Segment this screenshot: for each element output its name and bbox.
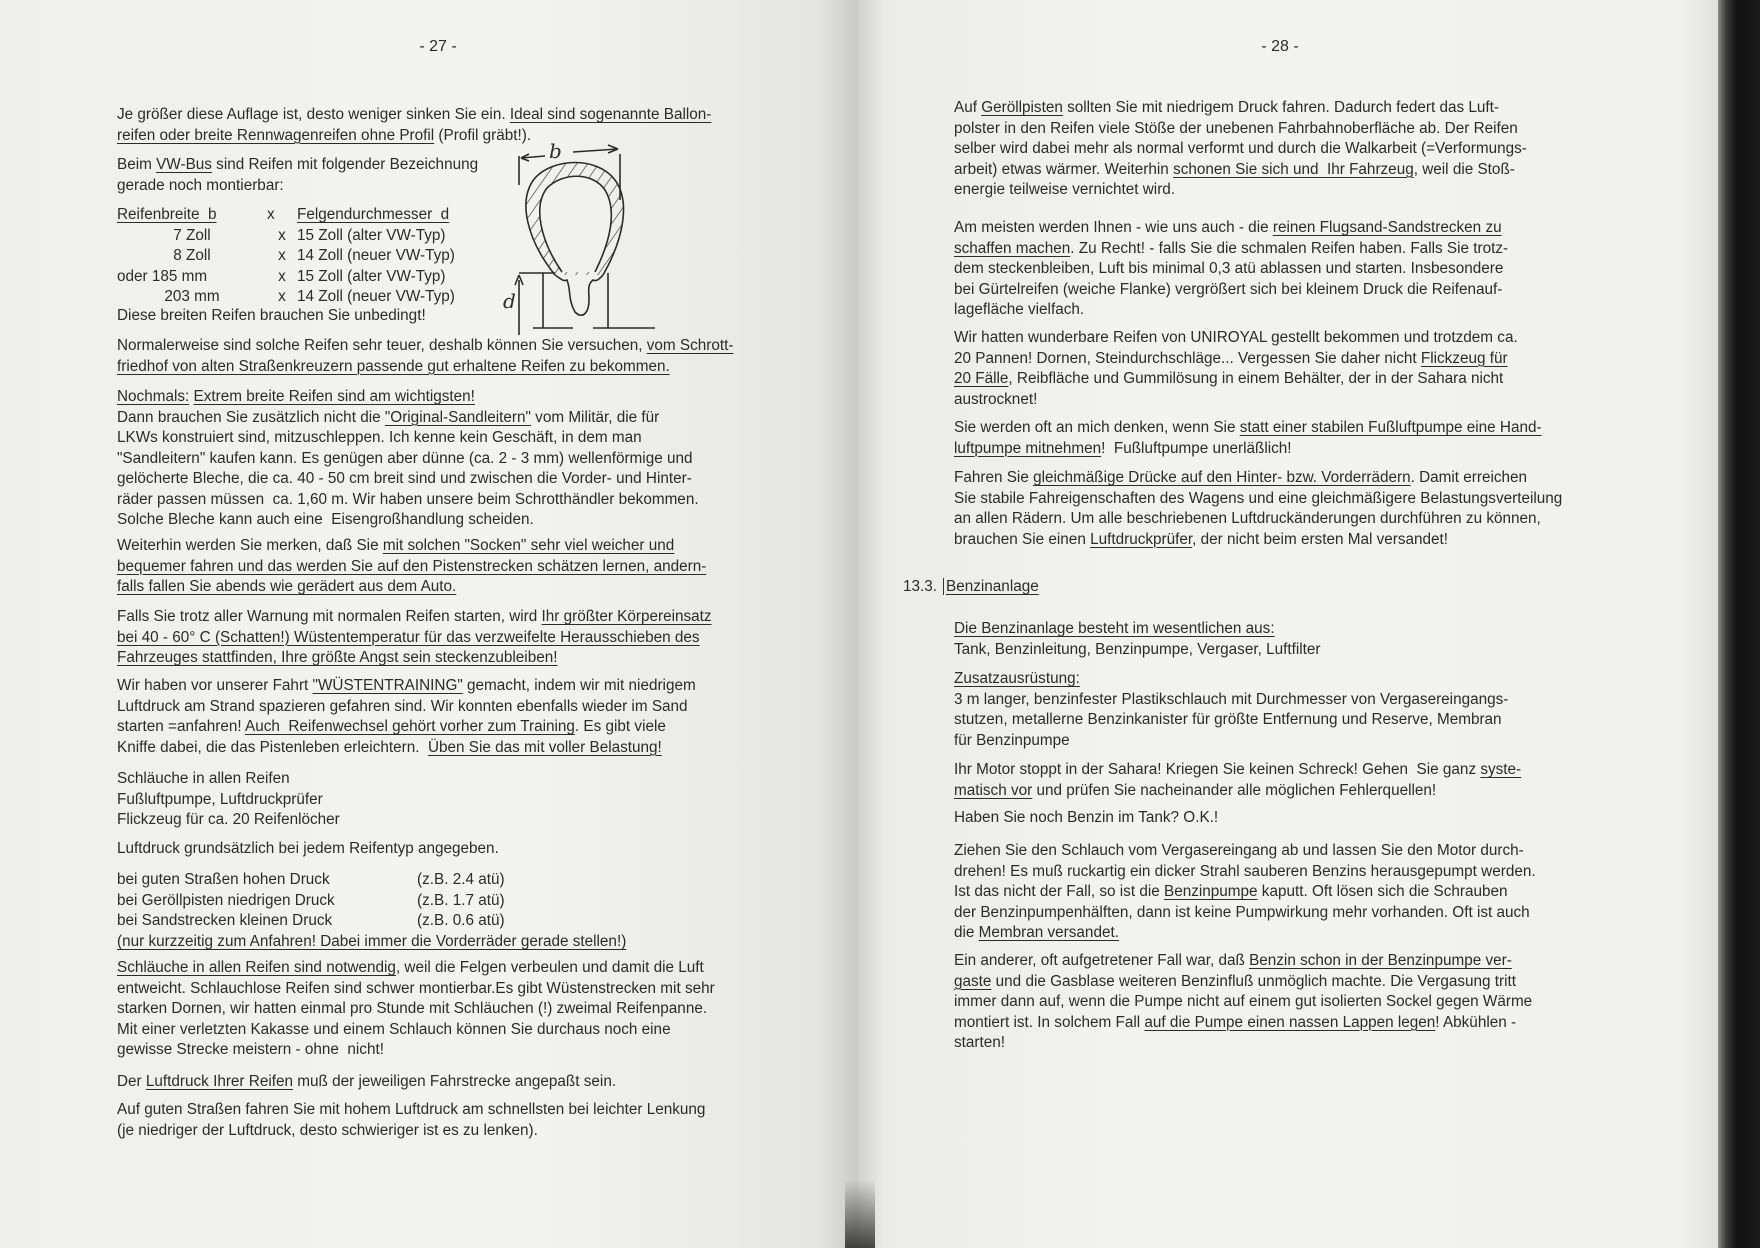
underlined-text: statt einer stabilen Fußluftpumpe eine Hand- xyxy=(1239,419,1542,436)
text-span: Je größer diese Auflage ist, desto weniger sinken Sie ein. xyxy=(117,106,510,123)
text-span: (Profil gräbt!). xyxy=(434,126,532,144)
underlined-text: reifen oder breite Rennwagenreifen ohne Profil xyxy=(117,126,435,144)
text-line xyxy=(117,510,699,531)
figure-label-diameter: d xyxy=(503,289,516,313)
text-line xyxy=(117,557,706,578)
text-span: die xyxy=(954,924,979,941)
table-cell: bei guten Straßen hohen Druck xyxy=(117,871,330,888)
text-span: , weil die Stoß- xyxy=(1413,160,1515,178)
text-span: Weiterhin werden Sie merken, daß Sie xyxy=(117,537,383,554)
table-cell: x xyxy=(278,267,286,285)
text-line xyxy=(954,710,1508,731)
text-line xyxy=(117,697,696,718)
text-line xyxy=(954,862,1536,883)
paragraph xyxy=(117,839,499,860)
text-line xyxy=(117,979,715,1000)
text-span: räder passen müssen ca. 1,60 m. Wir haben unsere beim Schrotthändler bekommen. xyxy=(117,490,699,508)
text-span: immer dann auf, wenn die Pumpe nicht auf einem gut isolierten Sockel gegen Wärme xyxy=(954,993,1533,1010)
text-span: , Reibfläche und Gummilösung in einem Behälter, der in der Sahara nicht xyxy=(1008,370,1504,387)
text-span: und prüfen Sie nacheinander alle möglichen Fehlerquellen! xyxy=(1032,781,1437,799)
text-line xyxy=(117,999,715,1020)
text-line xyxy=(954,619,1321,640)
text-line xyxy=(954,1013,1532,1034)
table-row xyxy=(117,267,517,288)
text-line xyxy=(117,1020,715,1041)
text-span: energie teilweise vernichtet wird. xyxy=(954,181,1176,198)
underlined-text: Ihr größter Körpereinsatz xyxy=(541,608,712,625)
text-line xyxy=(954,180,1527,201)
underlined-text: schonen Sie sich und Ihr Fahrzeug xyxy=(1173,160,1414,178)
text-line xyxy=(954,530,1562,551)
paragraph xyxy=(117,1100,705,1141)
data-table xyxy=(117,205,517,308)
table-row xyxy=(117,891,577,912)
text-span: Haben Sie noch Benzin im Tank? O.K.! xyxy=(954,809,1219,826)
text-line xyxy=(954,239,1508,260)
text-span: , der nicht beim ersten Mal versandet! xyxy=(1192,530,1449,548)
text-line xyxy=(117,1100,705,1121)
text-line xyxy=(117,1040,715,1061)
text-span: Flickzeug für ca. 20 Reifenlöcher xyxy=(117,811,340,828)
text-line xyxy=(954,992,1532,1013)
paragraph xyxy=(117,607,712,669)
underlined-text: Membran versandet. xyxy=(978,924,1119,941)
text-line xyxy=(954,119,1527,140)
text-span: drehen! Es muß ruckartig ein dicker Strahl sauberen Benzins herausgepumpt werden. xyxy=(954,862,1536,880)
table-row xyxy=(117,911,577,932)
text-line xyxy=(117,387,699,408)
text-line xyxy=(117,155,478,176)
text-span: Sie stabile Fahreigenschaften des Wagens und eine gleichmäßigere Belastungsverteilung xyxy=(954,489,1563,507)
text-line xyxy=(117,577,706,598)
text-span: Auf xyxy=(954,99,982,116)
paragraph xyxy=(117,769,340,831)
underlined-text: Schläuche in allen Reifen sind notwendig xyxy=(117,959,396,976)
text-span: Auf guten Straßen fahren Sie mit hohem Luftdruck am schnellsten bei leichter Lenkung xyxy=(117,1101,706,1118)
text-line xyxy=(117,932,626,953)
text-span: . Es gibt viele xyxy=(574,718,666,735)
paragraph xyxy=(117,536,706,598)
underlined-text: gaste xyxy=(954,972,992,990)
text-span: Ein anderer, oft aufgetretener Fall war, daß xyxy=(954,952,1250,969)
underlined-text: falls fallen Sie abends wie gerädert aus dem Auto. xyxy=(117,578,457,595)
text-line xyxy=(954,218,1508,239)
underlined-text: bei 40 - 60° C (Schatten!) Wüstentemperatur für das verzweifelte Herausschieben des xyxy=(117,628,700,646)
text-line xyxy=(954,781,1521,802)
underlined-text: luftpumpe mitnehmen xyxy=(954,439,1102,457)
book-edge xyxy=(1718,0,1760,1248)
text-span: lagefläche vielfach. xyxy=(954,301,1085,318)
paragraph xyxy=(954,760,1521,801)
underlined-text: Benzin schon in der Benzinpumpe ver- xyxy=(1249,952,1512,969)
figure-label-width: b xyxy=(549,139,562,163)
paragraph xyxy=(954,98,1527,201)
text-line xyxy=(117,449,699,470)
table-cell: oder 185 mm xyxy=(117,267,208,285)
text-line xyxy=(954,390,1518,411)
underlined-text: Nochmals: xyxy=(117,388,190,405)
text-span: stutzen, metallerne Benzinkanister für größte Entfernung und Reserve, Membran xyxy=(954,711,1502,728)
table-header-row xyxy=(117,205,517,226)
text-span: , weil die Felgen verbeulen und damit die Luft xyxy=(395,959,704,976)
underlined-text: VW-Bus xyxy=(156,156,212,173)
data-table xyxy=(117,870,577,932)
underlined-text: Luftdruck Ihrer Reifen xyxy=(145,1073,293,1090)
text-line xyxy=(954,300,1508,321)
paragraph xyxy=(117,336,733,377)
section-heading xyxy=(903,577,1039,598)
text-span: bei Gürtelreifen (weiche Flanke) vergrößert sich bei kleinem Druck die Reifenauf- xyxy=(954,280,1503,298)
table-cell: (z.B. 0.6 atü) xyxy=(417,912,505,929)
paragraph xyxy=(954,328,1518,410)
text-span: arbeit) etwas wärmer. Weiterhin xyxy=(954,160,1174,178)
table-block xyxy=(117,205,517,308)
text-span: ! Abkühlen - xyxy=(1435,1013,1517,1031)
text-span: Luftdruck am Strand spazieren gefahren sind. Wir konnten ebenfalls wieder im Sand xyxy=(117,697,688,715)
text-span: Solche Bleche kann auch eine Eisengroßhandlung scheiden. xyxy=(117,511,534,528)
underlined-text: vom Schrott- xyxy=(646,337,734,354)
text-span: für Benzinpumpe xyxy=(954,731,1070,749)
text-line xyxy=(117,357,733,378)
text-span: Ist das nicht der Fall, so ist die xyxy=(954,883,1164,900)
underlined-text: (nur kurzzeitig zum Anfahren! Dabei immer die Vorderräder gerade stellen!) xyxy=(117,933,627,950)
text-line xyxy=(954,1033,1532,1054)
text-span: Tank, Benzinleitung, Benzinpumpe, Vergaser, Luftfilter xyxy=(954,640,1321,658)
text-span: Kniffe dabei, die das Pistenleben erleichtern. xyxy=(117,738,428,756)
text-span: Am meisten werden Ihnen - wie uns auch - die xyxy=(954,219,1273,236)
text-line xyxy=(954,160,1527,181)
text-span: Ziehen Sie den Schlauch vom Vergasereingang ab und lassen Sie den Motor durch- xyxy=(954,842,1524,859)
table-cell: (z.B. 2.4 atü) xyxy=(417,871,505,888)
section-number: 13.3. xyxy=(903,578,938,595)
text-line xyxy=(954,349,1518,370)
underlined-text: 20 Fälle xyxy=(954,370,1009,387)
text-line xyxy=(117,469,699,490)
table-block xyxy=(117,870,577,932)
text-span: Der xyxy=(117,1073,146,1090)
underlined-text: Geröllpisten xyxy=(981,99,1063,116)
underlined-text: syste- xyxy=(1480,761,1522,778)
text-span: starten =anfahren! xyxy=(117,718,245,735)
text-line xyxy=(954,640,1321,661)
page-number: - 28 - xyxy=(1261,38,1299,55)
table-row xyxy=(117,246,517,267)
table-row xyxy=(117,870,577,891)
text-span: Diese breiten Reifen brauchen Sie unbedingt! xyxy=(117,307,426,324)
underlined-text: Fahrzeuges stattfinden, Ihre größte Angst sein steckenzubleiben! xyxy=(117,649,558,666)
underlined-text: friedhof von alten Straßenkreuzern passende gut erhaltene Reifen zu bekommen. xyxy=(117,357,670,375)
text-span: selber wird dabei mehr als normal verformt und durch die Walkarbeit (=Verformungs- xyxy=(954,140,1527,157)
text-line xyxy=(117,428,699,449)
tire-cross-section-figure xyxy=(505,140,690,335)
table-cell: 15 Zoll (alter VW-Typ) xyxy=(297,267,446,285)
table-cell: (z.B. 1.7 atü) xyxy=(417,891,505,909)
text-line xyxy=(954,489,1562,510)
text-span: sollten Sie mit niedrigem Druck fahren. Dadurch federt das Luft- xyxy=(1062,99,1500,116)
text-line xyxy=(117,336,733,357)
text-span: 20 Pannen! Dornen, Steindurchschläge... Vergessen Sie daher nicht xyxy=(954,349,1421,367)
text-line xyxy=(954,731,1508,752)
underlined-text: matisch vor xyxy=(954,781,1033,799)
text-line xyxy=(954,280,1508,301)
text-span: entweicht. Schlauchlose Reifen sind schwer montierbar.Es gibt Wüstenstrecken mit sehr xyxy=(117,979,715,997)
text-span: Wir hatten wunderbare Reifen von UNIROYAL gestellt bekommen und trotzdem ca. xyxy=(954,329,1518,346)
text-line xyxy=(954,259,1508,280)
paragraph xyxy=(954,808,1218,829)
text-span: Wir haben vor unserer Fahrt xyxy=(117,677,313,694)
text-line xyxy=(117,408,699,429)
text-line xyxy=(954,468,1562,489)
underlined-text: "Original-Sandleitern" xyxy=(384,408,531,426)
text-line xyxy=(117,790,340,811)
table-cell: 15 Zoll (alter VW-Typ) xyxy=(297,226,446,244)
text-line xyxy=(117,176,478,197)
text-line xyxy=(117,105,711,126)
paragraph xyxy=(117,676,696,758)
text-span: Mit einer verletzten Kakasse und einem Schlauch können Sie durchaus noch eine xyxy=(117,1020,671,1038)
text-line xyxy=(954,139,1527,160)
text-line xyxy=(117,607,712,628)
text-line xyxy=(954,923,1536,944)
paragraph xyxy=(954,951,1532,1054)
text-line xyxy=(117,490,699,511)
text-span: kaputt. Oft lösen sich die Schrauben xyxy=(1257,883,1508,900)
text-line xyxy=(117,648,712,669)
paragraph xyxy=(117,958,715,1061)
text-span: Dann brauchen Sie zusätzlich nicht die xyxy=(117,408,385,426)
table-cell: 7 Zoll xyxy=(173,226,211,244)
text-line xyxy=(954,98,1527,119)
paragraph xyxy=(117,155,478,196)
text-span: an allen Rädern. Um alle beschriebenen Luftdruckänderungen durchführen zu können, xyxy=(954,510,1541,527)
text-line xyxy=(117,839,499,860)
text-span: polster in den Reifen viele Stöße der unebenen Fahrbahnoberfläche ab. Der Reifen xyxy=(954,119,1518,137)
gutter-shadow xyxy=(845,1180,875,1248)
text-line xyxy=(954,841,1536,862)
text-line xyxy=(954,903,1536,924)
text-line xyxy=(954,669,1508,690)
table-header-cell: Felgendurchmesser d xyxy=(297,206,450,223)
text-line xyxy=(954,328,1518,349)
paragraph xyxy=(117,932,626,953)
text-line xyxy=(954,369,1518,390)
table-cell: x xyxy=(278,288,286,305)
table-row xyxy=(117,287,517,308)
underlined-text: Üben Sie das mit voller Belastung! xyxy=(427,738,662,756)
text-span: Beim xyxy=(117,156,157,173)
paragraph xyxy=(954,669,1508,751)
underlined-text: Extrem breite Reifen sind am wichtigsten! xyxy=(193,388,475,405)
page-27 xyxy=(0,0,858,1248)
text-span: austrocknet! xyxy=(954,390,1038,408)
underlined-text: reinen Flugsand-Sandstrecken zu xyxy=(1272,219,1502,236)
text-line xyxy=(954,439,1542,460)
table-cell: bei Sandstrecken kleinen Druck xyxy=(117,912,333,929)
table-cell: 14 Zoll (neuer VW-Typ) xyxy=(297,288,455,305)
text-span: starken Dornen, wir hatten einmal pro Stunde mit Schläuchen (!) zweimal Reifenpanne. xyxy=(117,1000,708,1017)
text-span: . Zu Recht! - falls Sie die schmalen Reifen haben. Falls Sie trotz- xyxy=(1070,239,1509,257)
text-line xyxy=(117,628,712,649)
text-line xyxy=(117,1072,616,1093)
text-span: dem steckenbleiben, Luft bis minimal 0,3 atü ablassen und starten. Insbesondere xyxy=(954,260,1504,277)
text-line xyxy=(117,717,696,738)
text-span: Sie werden oft an mich denken, wenn Sie xyxy=(954,419,1240,436)
underlined-text: Auch Reifenwechsel gehört vorher zum Training xyxy=(245,718,575,735)
paragraph xyxy=(117,387,699,531)
underlined-text: Luftdruckprüfer xyxy=(1090,530,1193,548)
underlined-text: bequemer fahren und das werden Sie auf den Pistenstrecken schätzen lernen, andern- xyxy=(117,557,707,575)
text-span: Falls Sie trotz aller Warnung mit normalen Reifen starten, wird xyxy=(117,608,542,625)
table-cell: bei Geröllpisten niedrigen Druck xyxy=(117,891,335,909)
text-span: LKWs konstruiert sind, mitzuschleppen. Ich kenne kein Geschäft, in dem man xyxy=(117,429,642,446)
text-line xyxy=(117,738,696,759)
text-span: gewisse Strecke meistern - ohne nicht! xyxy=(117,1041,384,1058)
underlined-text: auf die Pumpe einen nassen Lappen legen xyxy=(1144,1013,1436,1031)
text-line xyxy=(117,769,340,790)
text-line xyxy=(954,972,1532,993)
paragraph xyxy=(954,619,1321,660)
text-span: und die Gasblase weiteren Benzinfluß unmöglich machte. Die Vergasung tritt xyxy=(991,972,1517,990)
text-span: der Benzinpumpenhälften, dann ist keine Pumpwirkung mehr vorhanden. Oft ist auch xyxy=(954,903,1530,921)
text-line xyxy=(117,958,715,979)
text-line xyxy=(954,951,1532,972)
text-span: Schläuche in allen Reifen xyxy=(117,770,290,787)
paragraph xyxy=(954,418,1542,459)
table-row xyxy=(117,226,517,247)
underlined-text: gleichmäßige Drücke auf den Hinter- bzw. Vorderrädern xyxy=(1033,469,1411,486)
text-span: gemacht, indem wir mit niedrigem xyxy=(462,677,696,694)
text-span: "Sandleitern" kaufen kann. Es genügen aber dünne (ca. 2 - 3 mm) wellenförmige und xyxy=(117,449,693,467)
underlined-text: "WÜSTENTRAINING" xyxy=(312,677,463,694)
paragraph xyxy=(954,468,1562,550)
text-span: Ihr Motor stoppt in der Sahara! Kriegen Sie keinen Schreck! Gehen Sie ganz xyxy=(954,761,1481,778)
text-line xyxy=(954,418,1542,439)
table-header-cell: Reifenbreite b xyxy=(117,206,217,223)
table-cell: 203 mm xyxy=(164,288,220,305)
text-line xyxy=(954,509,1562,530)
page-number: - 27 - xyxy=(419,38,457,55)
text-span: Fahren Sie xyxy=(954,469,1034,486)
text-line xyxy=(954,882,1536,903)
page-28 xyxy=(858,0,1720,1248)
text-span: Normalerweise sind solche Reifen sehr teuer, deshalb können Sie versuchen, xyxy=(117,337,647,354)
underlined-text: mit solchen "Socken" sehr viel weicher und xyxy=(382,537,675,554)
text-line xyxy=(954,808,1218,829)
table-header-cell: x xyxy=(267,206,275,223)
text-span: starten! xyxy=(954,1034,1006,1051)
text-line xyxy=(117,536,706,557)
text-span: Luftdruck grundsätzlich bei jedem Reifentyp angegeben. xyxy=(117,840,499,857)
text-span: Fußluftpumpe, Luftdruckprüfer xyxy=(117,790,323,808)
paragraph xyxy=(117,1072,616,1093)
text-line xyxy=(117,306,426,327)
text-line xyxy=(117,1121,705,1142)
underlined-text: Ideal sind sogenannte Ballon- xyxy=(509,106,712,123)
underlined-text: Die Benzinanlage besteht im wesentlichen aus: xyxy=(954,620,1275,637)
text-span: sind Reifen mit folgender Bezeichnung xyxy=(211,156,479,173)
text-span: (je niedriger der Luftdruck, desto schwieriger ist es zu lenken). xyxy=(117,1121,538,1139)
text-span: vom Militär, die für xyxy=(530,408,660,426)
paragraph xyxy=(117,306,426,327)
paragraph xyxy=(954,218,1508,321)
table-cell: x xyxy=(278,226,286,244)
underlined-text: Benzinpumpe xyxy=(1164,883,1258,900)
underlined-text: schaffen machen xyxy=(954,239,1071,257)
text-line xyxy=(117,676,696,697)
text-span: brauchen Sie einen xyxy=(954,530,1091,548)
text-line xyxy=(954,760,1521,781)
text-span: 3 m langer, benzinfester Plastikschlauch mit Durchmesser von Vergasereingangs- xyxy=(954,690,1509,708)
underlined-text: Flickzeug für xyxy=(1420,349,1508,367)
text-span: muß der jeweiligen Fahrstrecke angepaßt sein. xyxy=(293,1073,617,1090)
paragraph xyxy=(954,841,1536,944)
underlined-text: Zusatzausrüstung: xyxy=(954,670,1080,687)
text-span: gerade noch montierbar: xyxy=(117,176,284,194)
table-cell: 8 Zoll xyxy=(173,247,211,264)
text-span: . Damit erreichen xyxy=(1410,469,1528,486)
text-span: gelöcherte Bleche, die ca. 40 - 50 cm breit sind und zwischen die Vorder- und Hinter- xyxy=(117,470,692,487)
text-span: montiert ist. In solchem Fall xyxy=(954,1013,1145,1031)
text-line xyxy=(954,690,1508,711)
text-line xyxy=(117,810,340,831)
section-title: Benzinanlage xyxy=(943,578,1039,595)
table-cell: 14 Zoll (neuer VW-Typ) xyxy=(297,247,455,264)
table-cell: x xyxy=(278,247,286,264)
text-span: ! Fußluftpumpe unerläßlich! xyxy=(1101,439,1292,457)
